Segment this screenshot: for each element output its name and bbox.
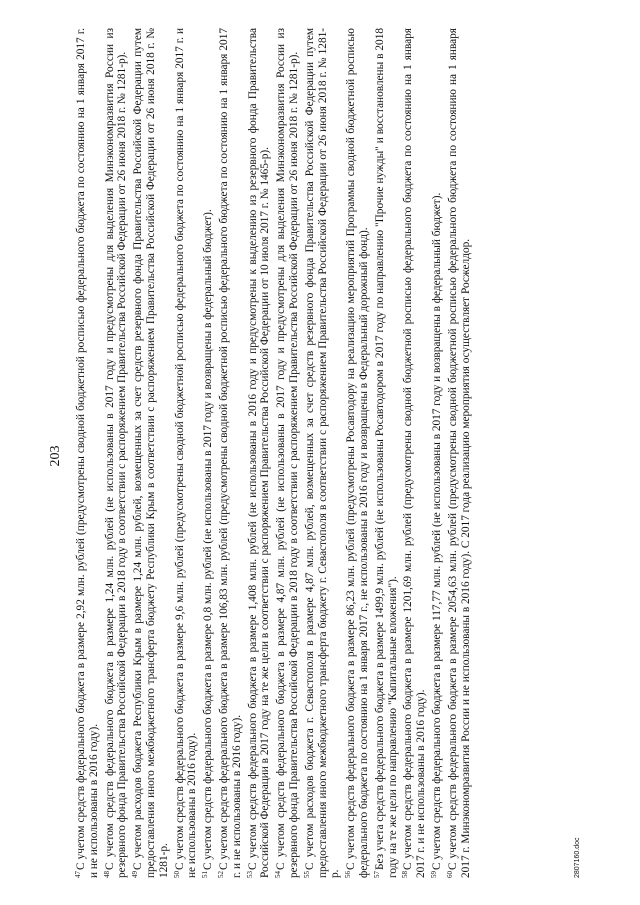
- footnote-marker: 60: [445, 871, 454, 878]
- footnote-marker: 58: [401, 871, 410, 878]
- footnote-marker: 49: [131, 871, 140, 878]
- footnote-marker: 54: [274, 871, 283, 878]
- footnote-marker: 50: [172, 871, 181, 878]
- footnote-marker: 57: [372, 871, 381, 878]
- rotated-text-block: [48, 28, 588, 878]
- footnote-text: С учетом средств федерального бюджета в размере 9,6 млн. рублей (предусмотрены сводной бюджетной росписью федерального бюджета по состоянию на 1 января 2017 г. и не использованы в 2016 году).: [173, 28, 199, 878]
- footnote-text: С учетом средств федерального бюджета в размере 117,77 млн. рублей (не использованы в 2017 году и возвращены в федеральный бюджет).: [430, 192, 443, 870]
- footnote-text: С учетом средств федерального бюджета в размере 1,24 млн. рублей (не использованы в 2017 году и предусмотрены для выделения Минэкономразвития России из резервного фонда Правительства Российской Федерации в 2018 году в соответствии с распоряжением Правительства Российской Федерации от 26 июня 2018 г. № 1281-р).: [103, 28, 129, 878]
- footnote-text: С учетом средств федерального бюджета в размере 0,8 млн. рублей (не использованы в 2017 году и возвращены в федеральный бюджет).: [202, 209, 215, 870]
- footnote-text: С учетом расходов бюджета Республики Крым в размере 1,24 млн. рублей, возмещенных за счет средств резервного фонда Правительства Российской Федерации путем предоставления иного межбюджетного трансферта бюджету Республики Крым в соответствии с распоряжением Правительства Российской Федерации от 26 июня 2018 г. № 1281-р.: [132, 28, 170, 878]
- document-id: 2807160.doc: [574, 837, 581, 878]
- footnote-marker: 47: [74, 871, 82, 878]
- footnote-54: [272, 28, 301, 878]
- footnote-56: [342, 28, 371, 878]
- footnote-list: [72, 28, 472, 878]
- footnote-text: С учетом средств федерального бюджета в размере 4,87 млн. рублей (не использованы в 2017 году и предусмотрены для выделения Минэкономразвития России из резервного фонда Правительства Российской Федерации в 2018 году в соответствии с распоряжением Правительства Российской Федерации от 26 июня 2018 г. № 1281-р).: [275, 28, 300, 878]
- footnote-51: [199, 28, 215, 878]
- footnote-marker: 48: [102, 871, 111, 878]
- footnote-text: С учетом средств федерального бюджета в размере 1,408 млн. рублей (не использованы в 2016 году и предусмотрены к выделению из резервного фонда Правительства Российской Федерации в 2017 году на те же цели в соответствии с распоряжением Правительства Российской Федерации от 10 июля 2017 г. № 1465-р).: [246, 28, 272, 878]
- footnote-49: [129, 28, 170, 878]
- footnote-text: С учетом средств федерального бюджета в размере 2,92 млн. рублей (предусмотрены сводной бюджетной росписью федерального бюджета по состоянию на 1 января 2017 г. и не использованы в 2016 году).: [75, 28, 100, 878]
- footnote-58: [399, 28, 428, 878]
- footnote-52: [215, 28, 244, 878]
- footnote-50: [171, 28, 200, 878]
- footnote-59: [428, 28, 444, 878]
- footnote-57: [371, 28, 400, 878]
- footnote-marker: 51: [201, 871, 210, 878]
- footnote-text: Без учета средств федерального бюджета в размере 1499,9 млн. рублей (не использованы Росавтодором в 2017 году по направлению "Прочие нужды" и восстановлены в 2018 году на те же цели по направлению "Капитальные вложения").: [373, 28, 399, 878]
- footnote-text: С учетом средств федерального бюджета в размере 106,83 млн. рублей (предусмотрены сводной бюджетной росписью федерального бюджета по состоянию на 1 января 2017 г. и не использованы в 2016 году).: [217, 28, 243, 878]
- footnote-marker: 56: [344, 871, 353, 878]
- footnote-marker: 53: [245, 871, 254, 878]
- footnote-48: [101, 28, 130, 878]
- footnote-text: С учетом средств федерального бюджета в размере 86,23 млн. рублей (предусмотрены Росавтодору на реализацию мероприятий Программы сводной бюджетной росписью федерального бюджета по состоянию на 1 января 2017 г., не использованы в 2016 году и возвращены в Федеральный дорожный фонд).: [345, 28, 370, 878]
- page-number: 203: [48, 445, 63, 467]
- footnote-text: С учетом расходов бюджета г. Севастополя в размере 4,87 млн. рублей, возмещенных за счет средств резервного фонда Правительства Российской Федерации путем предоставления иного межбюджетного трансферта бюджету г. Севастополя в соответствии с распоряжением Правительства Российской Федерации от 26 июня 2018 г. № 1281-р.: [303, 28, 342, 878]
- footnote-60: [444, 28, 473, 878]
- footnote-marker: 55: [302, 871, 311, 878]
- footnote-47: [72, 28, 101, 878]
- footnote-text: С учетом средств федерального бюджета в размере 2054,63 млн. рублей (предусмотрены сводной бюджетной росписью федерального бюджета по состоянию на 1 января 2017 г. Минэкономразвития России и не использованы в 2016 году). С 2017 года реализацию мероприятия осуществляет Росжелдор.: [446, 28, 472, 878]
- footnote-text: С учетом средств федерального бюджета в размере 1201,69 млн. рублей (предусмотрены сводной бюджетной росписью федерального бюджета по состоянию на 1 января 2017 г. и не использованы в 2016 году).: [402, 28, 428, 878]
- footnote-55: [301, 28, 342, 878]
- footnote-marker: 52: [216, 871, 225, 878]
- footnote-53: [244, 28, 273, 878]
- footnote-marker: 59: [429, 871, 438, 878]
